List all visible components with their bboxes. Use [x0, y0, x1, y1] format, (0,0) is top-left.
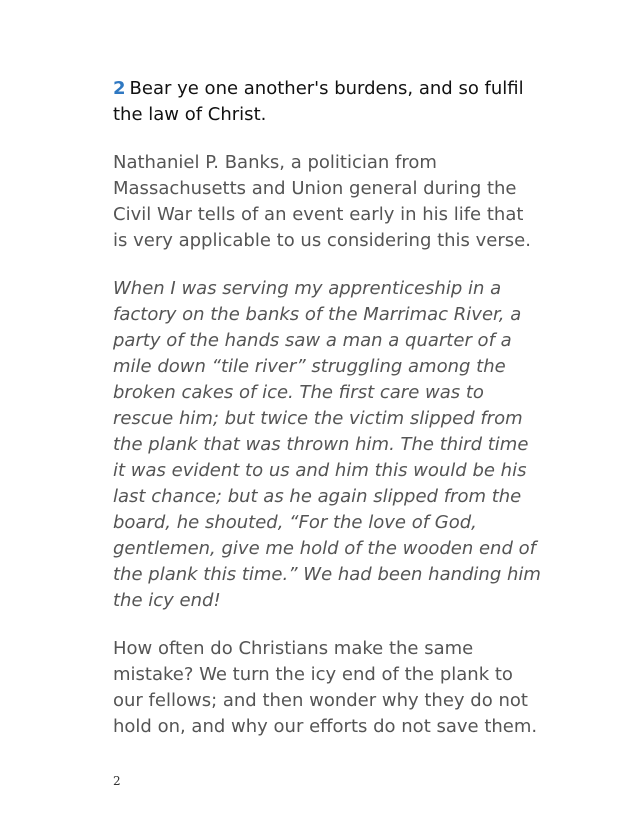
verse-line [113, 76, 543, 128]
page-content [113, 76, 543, 762]
intro-paragraph: Nathaniel P. Banks, a politician from Massachusetts and Union general during the Civil War tells of an event early in his life that is very applicable to us considering this verse. [113, 152, 531, 251]
page-number: 2 [113, 774, 121, 788]
quote-paragraph: When I was serving my apprenticeship in a factory on the banks of the Marrimac River, a party of the hands saw a man a quarter of a mile down “tile river” struggling among the broken cakes of ice. The first care was to rescue him; but twice the victim slipped from the plank that was thrown him. The third time it was evident to us and him this would be his last chance; but as he again slipped from the board, he shouted, “For the love of God, gentlemen, give me hold of the wooden end of the plank this time.” We had been handing him the icy end! [113, 278, 541, 611]
closing-paragraph: How often do Christians make the same mistake? We turn the icy end of the plank to our fellows; and then wonder why they do not hold on, and why our efforts do not save them. [113, 638, 538, 737]
verse-text: Bear ye one another's burdens, and so fulfil the law of Christ. [113, 78, 524, 125]
verse-number: 2 [113, 78, 126, 99]
